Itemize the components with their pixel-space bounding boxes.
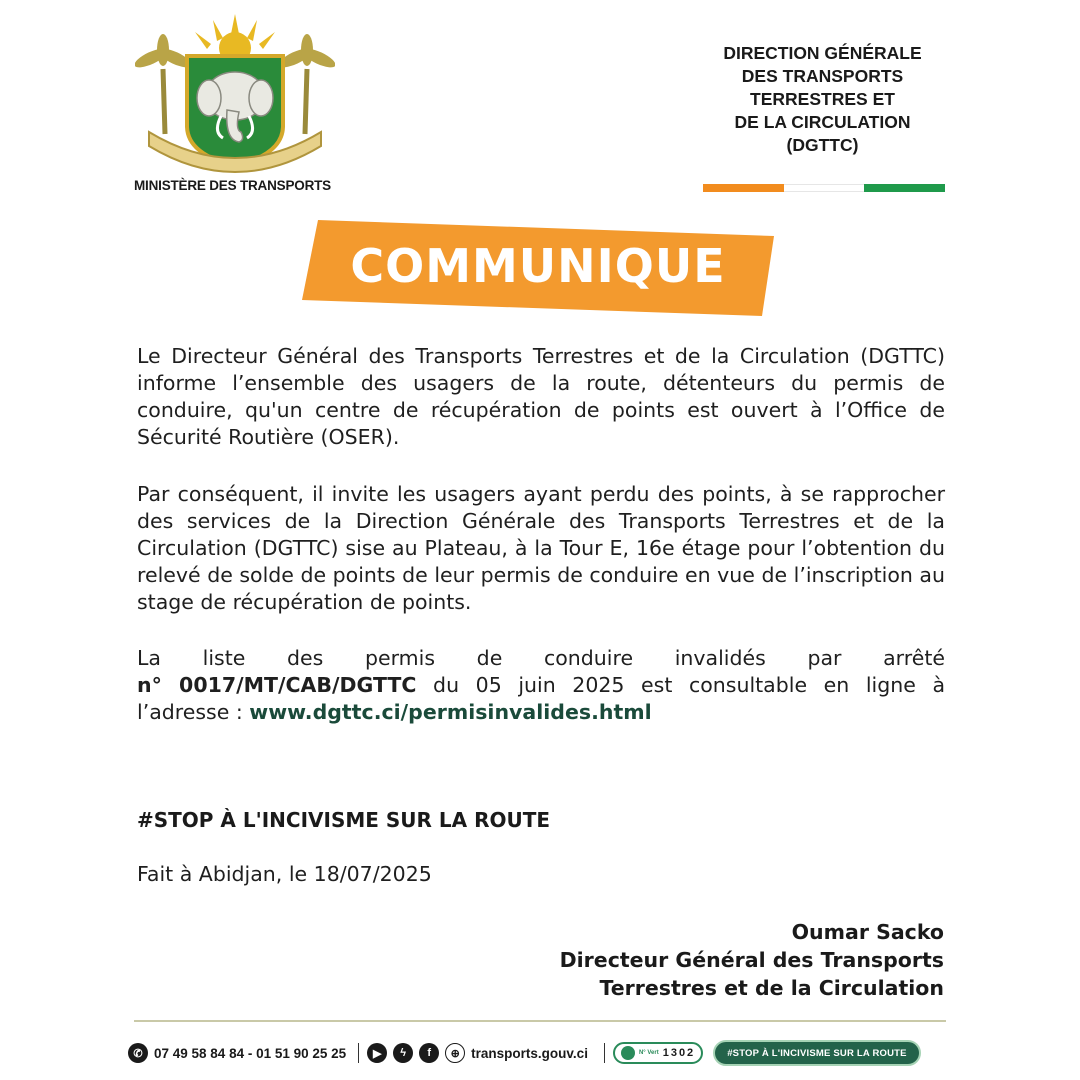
agency-line: DES TRANSPORTS — [741, 66, 904, 86]
hashtag: #STOP À L'INCIVISME SUR LA ROUTE — [137, 808, 551, 832]
flag-white — [784, 184, 865, 192]
p3-address-label: l’adresse : — [137, 700, 250, 724]
footer — [128, 1038, 948, 1068]
p3-start: La liste des permis de conduire invalidés par arrêté — [137, 646, 945, 670]
hotline-number: 1302 — [662, 1047, 696, 1059]
banner-title: COMMUNIQUE — [350, 239, 726, 293]
phone-numbers: 07 49 58 84 84 - 01 51 90 25 25 — [154, 1045, 347, 1061]
signatory-role-2: Terrestres et de la Circulation — [599, 976, 944, 1000]
agency-name — [690, 42, 955, 157]
ministry-name: MINISTÈRE DES TRANSPORTS — [134, 178, 331, 193]
globe-icon: ⊕ — [445, 1043, 465, 1063]
signatory-name: Oumar Sacko — [791, 920, 944, 944]
footer-separator — [358, 1043, 359, 1063]
paragraph-1: Le Directeur Général des Transports Terrestres et de la Circulation (DGTTC) informe l’ensemble des usagers de la route, détenteurs du permis de conduire, qu'un centre de récupération de points est ouvert à l’Office de Sécurité Routière (OSER). — [137, 344, 945, 449]
messenger-icon[interactable]: ϟ — [393, 1043, 413, 1063]
agency-line: TERRESTRES ET — [750, 89, 895, 109]
agency-line: DIRECTION GÉNÉRALE — [723, 43, 922, 63]
flag-green — [864, 184, 945, 192]
signatory-role-1: Directeur Général des Transports — [559, 948, 944, 972]
signature-block — [560, 918, 944, 1002]
communique-banner — [302, 216, 774, 316]
decree-ref: n° 0017/MT/CAB/DGTTC — [137, 673, 417, 697]
paragraph-2: Par conséquent, il invite les usagers ayant perdu des points, à se rapprocher des services de la Direction Générale des Transports Terrestres et de la Circulation (DGTTC) sise au Plateau, à la Tour E, 16e étage pour l’obtention du relevé de solde de points de leur permis de conduire en vue de l’inscription au stage de récupération de points. — [137, 482, 945, 614]
p3-mid: du 05 juin 2025 est consultable en ligne à — [416, 673, 946, 697]
invalid-licenses-link[interactable]: www.dgttc.ci/permisinvalides.html — [249, 700, 652, 724]
flag-bar — [703, 184, 945, 192]
hotline-badge[interactable] — [613, 1042, 703, 1064]
stop-incivism-badge: #STOP À L'INCIVISME SUR LA ROUTE — [713, 1040, 921, 1066]
youtube-icon[interactable]: ▶ — [367, 1043, 387, 1063]
paragraph-3 — [137, 645, 945, 726]
coat-of-arms-icon — [135, 14, 335, 179]
flag-orange — [703, 184, 784, 192]
footer-separator — [604, 1043, 605, 1063]
place-date: Fait à Abidjan, le 18/07/2025 — [137, 862, 432, 886]
phone-hotline-icon — [621, 1046, 635, 1060]
agency-line: (DGTTC) — [786, 135, 859, 155]
hotline-tag: N° Vert — [638, 1050, 659, 1056]
agency-line: DE LA CIRCULATION — [734, 112, 911, 132]
footer-divider — [134, 1020, 946, 1022]
facebook-icon[interactable]: f — [419, 1043, 439, 1063]
phone-icon: ✆ — [128, 1043, 148, 1063]
website[interactable]: transports.gouv.ci — [471, 1045, 588, 1061]
